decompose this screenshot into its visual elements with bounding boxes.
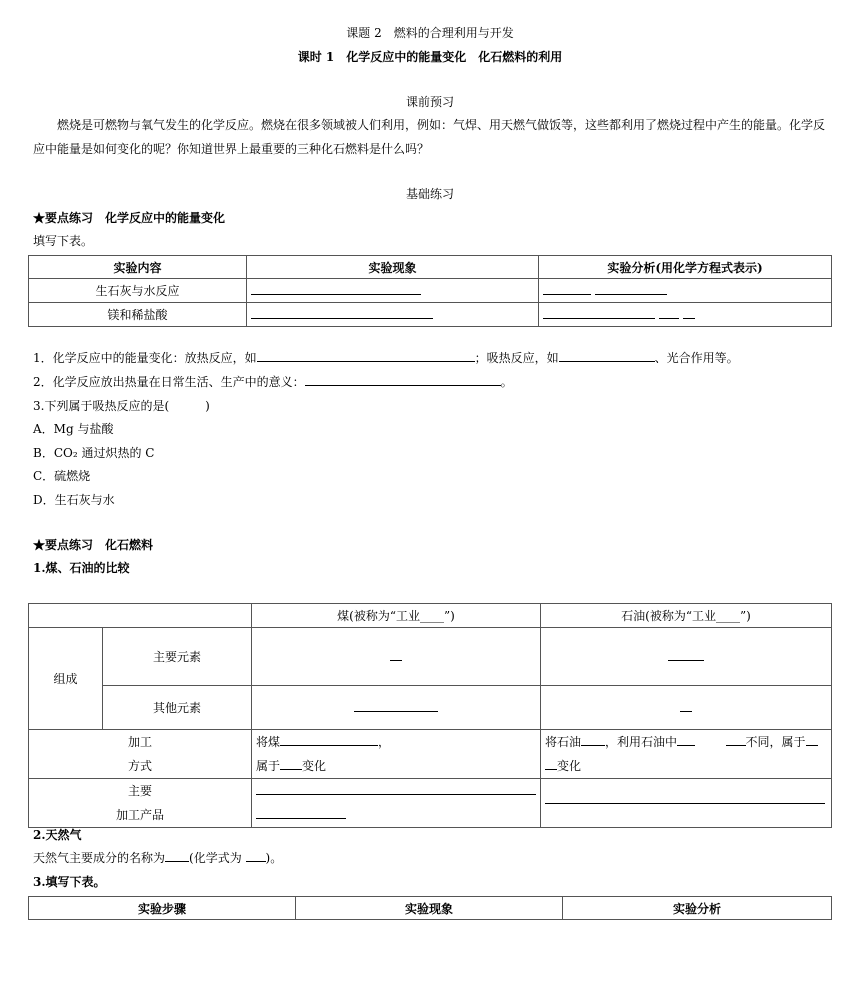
blank-cell[interactable]	[247, 303, 539, 327]
oil-column-header: 石油(被称为“工业____”)	[541, 604, 832, 628]
experiment-table-title: 3.填写下表。	[33, 875, 106, 889]
blank-cell[interactable]	[252, 686, 541, 730]
coal-column-header: 煤(被称为“工业____”)	[252, 604, 541, 628]
table-header: 实验现象	[296, 897, 563, 920]
blank-cell[interactable]	[247, 279, 539, 303]
table-header: 实验分析(用化学方程式表示)	[539, 256, 832, 279]
answer-blank[interactable]	[257, 351, 475, 362]
table-cell: 镁和稀盐酸	[29, 303, 247, 327]
coal-oil-table	[28, 603, 832, 828]
page-subtitle: 课时 1 化学反应中的能量变化 化石燃料的利用	[297, 50, 563, 64]
fill-table-instruction: 填写下表。	[33, 234, 94, 248]
blank-cell[interactable]	[539, 303, 832, 327]
answer-blank[interactable]	[246, 851, 266, 862]
experiment-table	[28, 896, 832, 920]
question-3-stem: 3.下列属于吸热反应的是( )	[33, 399, 210, 413]
energy-table	[28, 255, 832, 327]
oil-process-cell[interactable]: 将石油 ，利用石油中 不同，属于 变化	[541, 730, 832, 779]
table-cell: 生石灰与水反应	[29, 279, 247, 303]
option-d[interactable]: D．生石灰与水	[33, 493, 115, 507]
coal-oil-compare-title: 1.煤、石油的比较	[33, 561, 130, 575]
preview-paragraph: 燃烧是可燃物与氧气发生的化学反应。燃烧在很多领域被人们利用，例如：气焊、用天燃气做饭等，这些都利用了燃烧过程中产生的能量。化学反应中能量是如何变化的呢？你知道世界上最重要的三种化石燃料是什么吗？	[33, 118, 826, 156]
blank-cell[interactable]	[541, 628, 832, 686]
page-title: 课题 2 燃料的合理利用与开发	[346, 26, 514, 40]
basic-heading: 基础练习	[405, 187, 454, 201]
option-b[interactable]: B．CO₂ 通过炽热的 C	[33, 446, 155, 460]
question-1: 1．化学反应中的能量变化：放热反应，如 ；吸热反应，如 、光合作用等。	[33, 351, 739, 365]
preview-heading: 课前预习	[405, 95, 454, 109]
coal-process-cell[interactable]: 将煤 ， 属于 变化	[252, 730, 541, 779]
table-header: 实验分析	[563, 897, 832, 920]
option-a[interactable]: A．Mg 与盐酸	[33, 422, 114, 436]
answer-blank[interactable]	[305, 375, 501, 386]
natural-gas-question: 天然气主要成分的名称为 (化学式为 )。	[33, 851, 283, 865]
process-label: 加工 方式	[29, 730, 252, 779]
coal-products-cell[interactable]	[252, 779, 541, 828]
other-elements-label: 其他元素	[103, 686, 252, 730]
blank-cell[interactable]	[539, 279, 832, 303]
main-elements-label: 主要元素	[103, 628, 252, 686]
option-c[interactable]: C．硫燃烧	[33, 469, 91, 483]
answer-blank[interactable]	[165, 851, 189, 862]
table-header: 实验步骤	[29, 897, 296, 920]
blank-cell[interactable]	[252, 628, 541, 686]
table-header: 实验内容	[29, 256, 247, 279]
answer-blank[interactable]	[559, 351, 655, 362]
natural-gas-title: 2.天然气	[33, 828, 82, 842]
blank-cell[interactable]	[541, 686, 832, 730]
section2-title: ★要点练习 化石燃料	[33, 538, 154, 552]
section1-title: ★要点练习 化学反应中的能量变化	[33, 211, 226, 225]
composition-label: 组成	[29, 628, 103, 730]
table-header: 实验现象	[247, 256, 539, 279]
products-label: 主要 加工产品	[29, 779, 252, 828]
question-2: 2．化学反应放出热量在日常生活、生产中的意义： 。	[33, 375, 513, 389]
oil-products-cell[interactable]	[541, 779, 832, 828]
